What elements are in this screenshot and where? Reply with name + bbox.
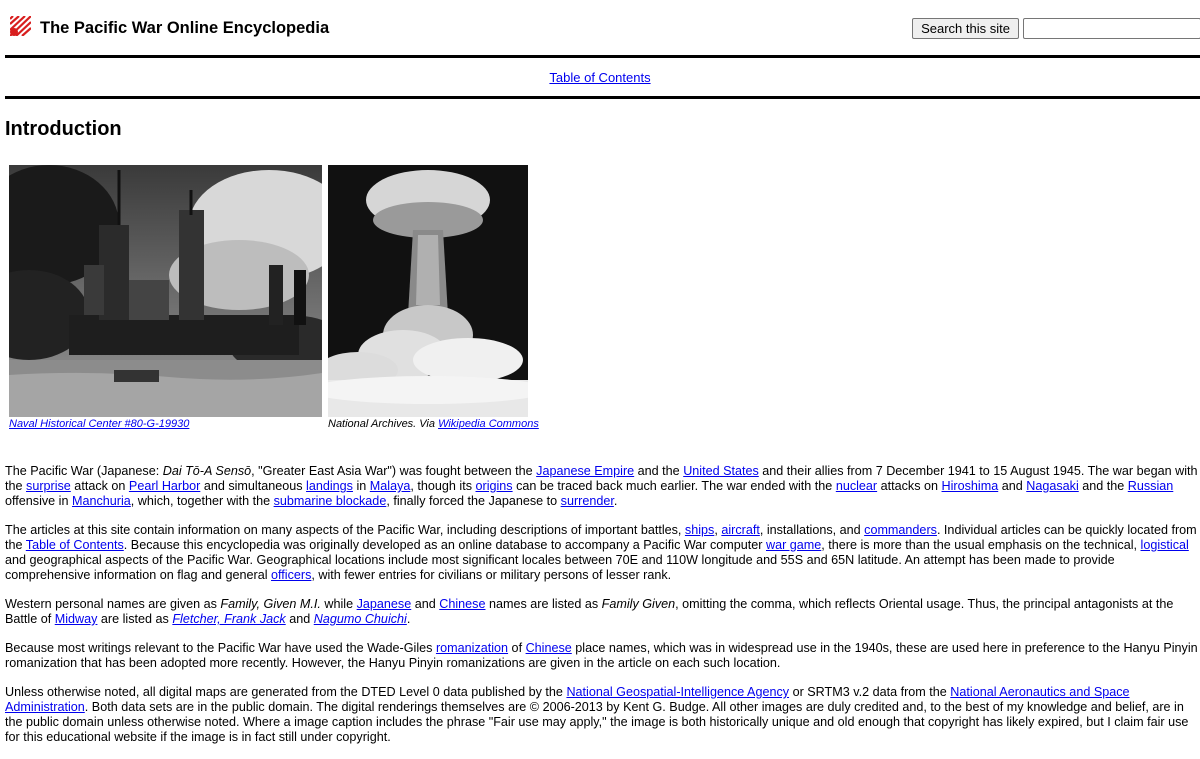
text: , omitting the comma, which reflects Oriental usage. Thus, the principal antagonists at the Battle of <box>5 597 1174 626</box>
link-origins[interactable]: origins <box>475 479 513 493</box>
search-input[interactable] <box>1023 18 1200 39</box>
text: attack on <box>70 479 129 493</box>
text: in <box>352 479 370 493</box>
toc-nav <box>0 70 1200 85</box>
link-romanization[interactable]: romanization <box>435 641 509 655</box>
paragraph-articles <box>5 523 1198 583</box>
text: or SRTM3 v.2 data from the <box>789 685 951 699</box>
text: , there is more than the usual emphasis on the technical, <box>821 538 1141 552</box>
link-hiroshima[interactable]: Hiroshima <box>941 479 999 493</box>
search-button[interactable]: Search this site <box>912 18 1019 39</box>
link-landings[interactable]: landings <box>306 479 353 493</box>
text: . Both data sets are in the public domain. The digital renderings themselves are © 2006-2013 by Kent G. Budge. All other images are duly credited and, to the best of my knowledge and belief, are in the public domain unless otherwise noted. Where a image caption includes the phrase "Fair use may apply," the image is both historically unique and old enough that copyright has likely expired, but I claim fair use for this educational website if the image is in fact still under copyright. <box>5 700 1189 744</box>
page-title: Introduction <box>5 118 122 140</box>
link-submarine-blockade[interactable]: submarine blockade <box>273 494 387 508</box>
text: and <box>411 597 440 611</box>
text: , finally forced the Japanese to <box>386 494 561 508</box>
text: . <box>613 494 618 508</box>
text: while <box>320 597 357 611</box>
header-divider <box>5 55 1200 58</box>
text: . <box>406 612 411 626</box>
link-fletcher[interactable]: Fletcher, Frank Jack <box>172 612 286 626</box>
link-russian[interactable]: Russian <box>1127 479 1174 493</box>
text: and the <box>1078 479 1128 493</box>
italic-text: Family, Given M.I. <box>220 597 321 611</box>
text: Western personal names are given as <box>5 597 221 611</box>
link-officers[interactable]: officers <box>271 568 312 582</box>
text: attacks on <box>877 479 942 493</box>
burning-battleship-photo <box>9 165 322 417</box>
article-body <box>5 464 1198 759</box>
text: and <box>285 612 314 626</box>
link-pearl-harbor[interactable]: Pearl Harbor <box>128 479 201 493</box>
text: can be traced back much earlier. The war ended with the <box>512 479 836 493</box>
text: place names, which was in widespread use in the 1940s, these are used here in preference to the Hanyu Pinyin romanization that has been adopted more recently. However, the Hanyu Pinyin romanizations are given in the article on each such location. <box>5 641 1198 670</box>
link-nuclear[interactable]: nuclear <box>835 479 878 493</box>
paragraph-intro <box>5 464 1198 509</box>
text: and geographical aspects of the Pacific War. Geographical locations include most significant locales between 70E and 110W longitude and 55S and 65N latitude. An attempt has been made to provide comprehensive information on flag and general <box>5 553 1115 582</box>
text: . Because this encyclopedia was originally developed as an online database to accompany a Pacific War computer <box>123 538 766 552</box>
link-table-of-contents[interactable]: Table of Contents <box>25 538 124 552</box>
mushroom-cloud-photo <box>328 165 528 417</box>
link-chinese-2[interactable]: Chinese <box>525 641 572 655</box>
photo2-caption <box>328 418 539 430</box>
text: , <box>714 523 722 537</box>
link-surrender[interactable]: surrender <box>560 494 614 508</box>
link-chinese[interactable]: Chinese <box>439 597 486 611</box>
paragraph-romanization <box>5 641 1198 671</box>
text: , installations, and <box>759 523 865 537</box>
photo1-caption <box>9 418 189 430</box>
text: and simultaneous <box>200 479 307 493</box>
link-japanese-empire[interactable]: Japanese Empire <box>536 464 635 478</box>
link-surprise[interactable]: surprise <box>26 479 71 493</box>
text: The articles at this site contain information on many aspects of the Pacific War, including descriptions of important battles, <box>5 523 685 537</box>
paragraph-maps <box>5 685 1198 745</box>
text: and their allies from 7 December 1941 to 15 August 1945. The war began with the <box>5 464 1198 493</box>
photo2-caption-prefix: National Archives. Via <box>328 418 439 430</box>
link-nagasaki[interactable]: Nagasaki <box>1026 479 1079 493</box>
text: offensive in <box>5 494 72 508</box>
link-nga[interactable]: National Geospatial-Intelligence Agency <box>566 685 790 699</box>
text: , "Greater East Asia War") was fought between the <box>251 464 537 478</box>
link-japanese[interactable]: Japanese <box>356 597 412 611</box>
text: of <box>508 641 526 655</box>
text: . Individual articles can be quickly located from the <box>5 523 1197 552</box>
text: and the <box>634 464 684 478</box>
italic-text: Dai Tō-A Sensō <box>162 464 252 478</box>
paragraph-names <box>5 597 1198 627</box>
site-header <box>0 0 1200 58</box>
text: Because most writings relevant to the Pacific War have used the Wade-Giles <box>5 641 436 655</box>
text: , though its <box>410 479 476 493</box>
italic-text: Family Given <box>601 597 676 611</box>
link-commanders[interactable]: commanders <box>864 523 937 537</box>
text: , which, together with the <box>130 494 274 508</box>
nav-divider <box>5 96 1200 99</box>
rising-sun-flag-icon[interactable] <box>10 16 31 36</box>
link-war-game[interactable]: war game <box>765 538 822 552</box>
photo2-caption-link[interactable]: Wikipedia Commons <box>438 418 539 430</box>
text: , with fewer entries for civilians or military persons of lesser rank. <box>311 568 672 582</box>
text: The Pacific War (Japanese: <box>5 464 163 478</box>
site-title[interactable]: The Pacific War Online Encyclopedia <box>40 19 330 37</box>
link-manchuria[interactable]: Manchuria <box>71 494 131 508</box>
text: and <box>998 479 1027 493</box>
text: Unless otherwise noted, all digital maps are generated from the DTED Level 0 data published by the <box>5 685 567 699</box>
link-nasa[interactable]: National Aeronautics and Space Administration <box>5 685 1130 714</box>
toc-link[interactable]: Table of Contents <box>549 70 651 85</box>
link-united-states[interactable]: United States <box>683 464 759 478</box>
link-aircraft[interactable]: aircraft <box>721 523 760 537</box>
text: are listed as <box>97 612 173 626</box>
link-midway[interactable]: Midway <box>54 612 98 626</box>
link-ships[interactable]: ships <box>684 523 715 537</box>
link-nagumo[interactable]: Nagumo Chuichi <box>313 612 407 626</box>
text: names are listed as <box>485 597 602 611</box>
photo1-caption-link[interactable]: Naval Historical Center #80-G-19930 <box>9 418 190 430</box>
link-logistical[interactable]: logistical <box>1140 538 1189 552</box>
link-malaya[interactable]: Malaya <box>369 479 411 493</box>
